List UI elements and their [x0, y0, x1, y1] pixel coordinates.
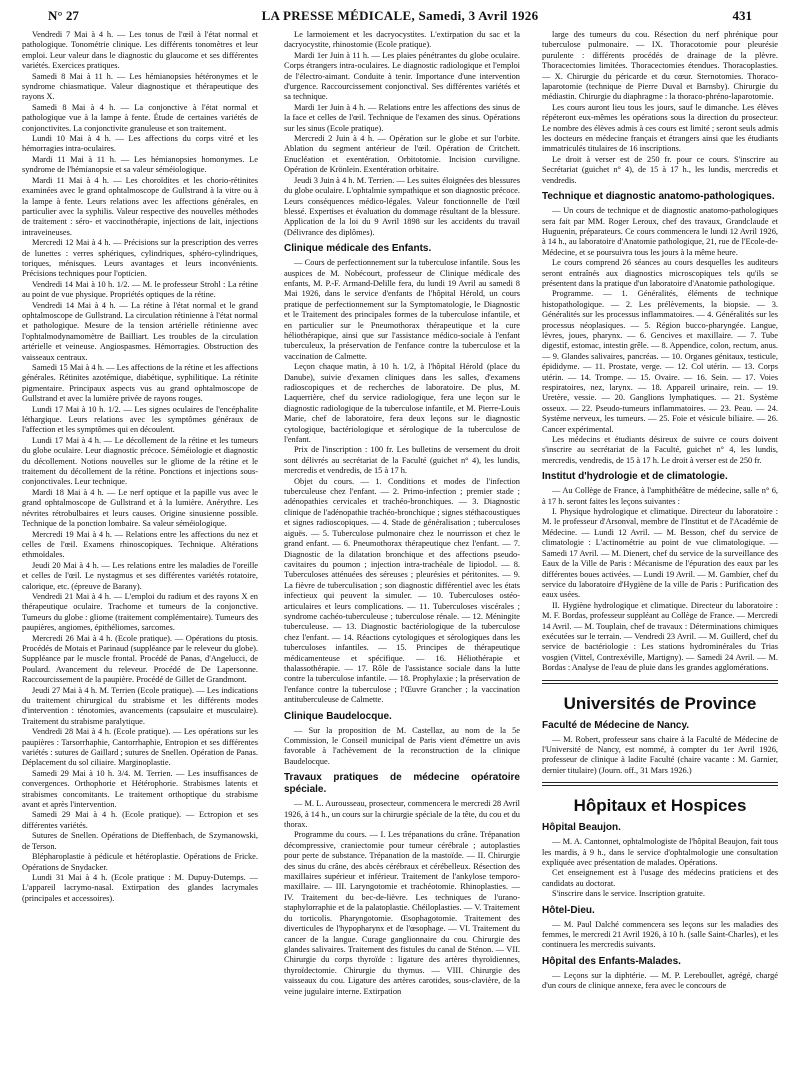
paragraph: Vendredi 7 Mai à 4 h. — Les tonus de l'œil à l'état normal et pathologique. Tonométrie clinique. Les différents tonomètres et leur emploi. Leur valeur dans le diagnostic du glaucome et ses différentes variétés. Exercices pratiques. — [22, 30, 258, 71]
section-heading-hydrologie: Institut d'hydrologie et de climatologie. — [542, 471, 728, 483]
paragraph: Le larmoiement et les dacryocystites. L'extirpation du sac et la dacryocystite, rhinostomie (Ecole pratique). — [284, 30, 520, 50]
clinique-enfants-body — [284, 258, 520, 705]
paragraph: Samedi 15 Mai à 4 h. — Les affections de la rétine et les affections générales. Rétinites azotémique, diabétique, syphilitique. La rétinite pigmentaire. Principaux aspects vus au grand ophtalmoscope de Gullstrand et avec la lumière privée de rayons rouges. — [22, 363, 258, 404]
paragraph: Jeudi 3 Juin à 4 h. M. Terrien. — Les suites éloignées des blessures du globe oculaire. L'ophtalmie sympathique et son diagnostic précoce. Leurs conséquences médico-légales. Valeur fonctionnelle de l'œil blessé. Expertises et évaluation du dommage résultant de la blessure. Application de la loi du 9 Avril 1898 sur les accidents du travail (Délivrance des diplômes). — [284, 175, 520, 237]
paragraph: — Au Collège de France, à l'amphithéâtre de médecine, salle n° 6, à 17 h. seront faites les leçons suivantes : — [542, 486, 778, 506]
hydrologie-body — [542, 486, 778, 673]
paragraph: Mercredi 26 Mai à 4 h. (Ecole pratique). — Opérations du ptosis. Procédés de Motais et Parinaud (suppléance par le releveur du globe). Suppléance par le muscle frontal. Procédé de Panas, d'Angelucci, de Poulard. Avancement du releveur. Procédé de De Lapersonne. Raccourcissement de la paupière. Procédé de Gillet de Grandmont. — [22, 633, 258, 685]
beaujon-body — [542, 837, 778, 899]
col3-intro — [542, 30, 778, 186]
nancy-body — [542, 735, 778, 777]
paragraph: Samedi 29 Mai à 4 h. (Ecole pratique). — Ectropion et ses différentes variétés. — [22, 810, 258, 830]
paragraph: Mercredi 2 Juin à 4 h. — Opération sur le globe et sur l'orbite. Ablation du segment antérieur de l'œil. Opération de Critchett. Enucléation et exentération. Orbitotomie. Incision curviligne. Opération de Krönlein. Exentération orbitaire. — [284, 134, 520, 175]
section-heading-hotel-dieu: Hôtel-Dieu. — [542, 904, 595, 916]
paragraph: Blépharoplastie à pédicule et hétéroplastie. Opérations de Fricke. Opérations de Snydacker. — [22, 852, 258, 872]
divider — [542, 680, 778, 681]
paragraph: Mardi 18 Mai à 4 h. — Le nerf optique et la papille vus avec le grand ophtalmoscope de Gullstrand et à la lumière. Anérythre. Les névrites rétrobulbaires et leurs causes. Origine sinusienne possible. Technique de la ponction lombaire. Sa valeur séméiologique. — [22, 487, 258, 529]
section-heading-clinique-enfants: Clinique médicale des Enfants. — [284, 243, 432, 255]
paragraph: Mardi 1er Juin à 4 h. — Relations entre les affections des sinus de la face et celles de l'œil. Technique de l'examen des sinus. Opérations sur les sinus (Ecole pratique). — [284, 102, 520, 133]
paragraph: Jeudi 27 Mai à 4 h. M. Terrien (Ecole pratique). — Les indications du traitement chirurgical du strabisme et les différents modes d'intervention : ténotomies, avancements (capsulaire et musculaire). Traitement du strabisme paralytique. — [22, 685, 258, 726]
anatomo-pathologie-body — [542, 206, 778, 466]
paragraph: — M. L. Aurousseau, prosecteur, commencera le mercredi 28 Avril 1926, à 14 h., un cours sur la chirurgie spéciale de la tête, du cou et du thorax. — [284, 799, 520, 830]
section-heading-enfants-malades: Hôpital des Enfants-Malades. — [542, 955, 681, 967]
paragraph: — Sur la proposition de M. Castellaz, au nom de la 5e Commission, le Conseil municipal de Paris vient d'émettre un avis favorable à l'achèvement de la reconstruction de la clinique Baudelocque. — [284, 725, 520, 766]
divider — [542, 782, 778, 783]
paragraph: — Cours de perfectionnement sur la tuberculose infantile. Sous les auspices de M. Nobécourt, professeur de Clinique médicale des enfants, M. P.-F. Armand-Delille fera, du lundi 19 Avril au samedi 8 Mai 1926, dans le service d'enfants de l'hôpital Hérold, un cours pratique de perfectionnement sur la Symptomatologie, le Diagnostic et le Traitement des principales formes de la tuberculose infantile, et en particulier sur le Pneumothorax thérapeutique et la cure héliothérapique, ainsi que sur l'assistance médico-sociale à l'enfant tuberculeux, la préservation de l'enfance contre la tuberculose et la vaccination de Calmette. — [284, 258, 520, 361]
paragraph: Mardi 11 Mai à 4 h. — Les choroïdites et les chorio-rétinites examinées avec le grand ophtalmoscope de Gullstrand à la vitre ou à la lampe à fente. Leurs relations avec les affections générales, en particulier avec la syphilis. Valeur respective des nouvelles méthodes de traitement : séro- et vaccinothérapie, injections de lait, injections intraveineuses. — [22, 175, 258, 237]
paragraph: Les cours auront lieu tous les jours, sauf le dimanche. Les élèves répéteront eux-mêmes les opérations sous la direction du prosecteur. Le nombre des élèves admis à ces cours est limité ; seront seuls admis les docteurs en médecine français et étrangers ainsi que les étudiants immatriculés titulaires de 16 inscriptions. — [542, 102, 778, 154]
paragraph: — M. Robert, professeur sans chaire à la Faculté de Médecine de l'Université de Nancy, est nommé, à compter du 1er Avril 1926, professeur de clinique à ladite Faculté (chaire vacante : M. Garnier, dernier titulaire) (Journ. off., 31 Mars 1926.) — [542, 734, 778, 775]
section-heading-beaujon: Hôpital Beaujon. — [542, 822, 621, 834]
paragraph: Lundi 31 Mai à 4 h. (Ecole pratique : M. Dupuy-Dutemps. — L'appareil lacrymo-nasal. Extirpation des glandes lacrymales (principales et accessoires). — [22, 872, 258, 903]
paragraph: Lundi 17 Mai à 4 h. — Le décollement de la rétine et les tumeurs du globe oculaire. Leur diagnostic précoce. Séméiologie et diagnostic du décollement. Notions nouvelles sur le gliome de la rétine et le traitement du décollement de la rétine. Ponctions et injections sous-conjonctivales. Leur technique. — [22, 435, 258, 487]
column-2 — [284, 30, 520, 1076]
page-number: 431 — [732, 8, 752, 23]
paragraph: Prix de l'inscription : 100 fr. Les bulletins de versement du droit sont délivrés au secrétariat de la Faculté (guichet n° 4), les lundis, mercredis et vendredis, de 15 à 17 h. — [284, 445, 520, 476]
section-heading-travaux-pratiques: Travaux pratiques de médecine opératoire spéciale. — [284, 772, 520, 796]
paragraph: Vendredi 14 Mai à 4 h. — La rétine à l'état normal et le grand ophtalmoscope de Gullstrand. La circulation rétinienne à l'état normal et pathologique. Mesure de la tension artérielle rétinienne avec l'ophtalmodynamomètre de Bailliart. Les troubles de la circulation artérielle et veineuse. Angiospasmes. Hémorragies. Obstruction des vaisseaux centraux. — [22, 300, 258, 362]
col2-intro — [284, 30, 520, 238]
paragraph: Samedi 8 Mai à 11 h. — Les hémianopsies hétéronymes et le syndrome chiasmatique. Valeur diagnostique et thérapeutique des rayons X. — [22, 71, 258, 102]
section-heading-anatomo-pathologie: Technique et diagnostic anatomo-pathologiques. — [542, 191, 775, 203]
paragraph: Vendredi 28 Mai à 4 h. (Ecole pratique). — Les opérations sur les paupières : Tarsorrhaphie, Cantorrhaphie, Entropion et ses différentes variétés : sutures de Gaillard ; sutures de Snellen. Opération de Panas. Déplacement du sol ciliaire. Marginoplastie. — [22, 727, 258, 768]
divider — [542, 785, 778, 786]
paragraph: Objet du cours. — 1. Conditions et modes de l'infection tuberculeuse chez l'enfant. — 2. Primo-infection ; premier stade ; adénopathies cervicales et trachéo-bronchiques. — 3. Diagnostic clinique de l'adénopathie trachéo-bronchique ; signes stéthacoustiques et signes radioscopiques. — 4. Stade de généralisation ; tuberculoses aiguës. — 5. Tuberculose pulmonaire chez le nourrisson et chez le grand enfant. — 6. Pneumothorax thérapeutique chez l'enfant. — 7. Diagnostic de la dilatation bronchique et des affections pseudo-cavitaires du poumon ; injection intra-trachéale de lipiodol. — 8. Tuberculoses atténuées des séreuses ; pleurésies et péritonites. — 9. La fièvre de tuberculisation ; son diagnostic différentiel avec les états infectieux qui peuvent la simuler. — 10. Tuberculoses ostéo-articulaires et leurs complications. — 11. Tuberculoses viscérales ; syndrome cachéo-tuberculeuse ; tuberculose rénale. — 12. Méningite tuberculeuse. — 13. Diagnostic bactériologique de la tuberculose chez l'enfant. — 14. Réactions cytologiques et sérologiques dans les tuberculoses infantiles. — 15. Principes de thérapeutique médicamenteuse et spécifique. — 16. Héliothérapie et thalassothérapie. — 17. Rôle de l'assistance sociale dans la lutte contre la tuberculose infantile. — 18. Prophylaxie ; la préservation de l'enfance contre la tuberculose ; l'Œuvre Grancher ; la vaccination antituberculeuse de Calmette. — [284, 476, 520, 705]
divider — [542, 683, 778, 684]
baudelocque-body — [284, 726, 520, 768]
page-header — [48, 6, 752, 28]
paragraph: Le droit à verser est de 250 fr. pour ce cours. S'inscrire au Secrétariat (guichet n° 4), de 15 à 17 h., les lundis, mercredis et vendredis. — [542, 154, 778, 185]
column-3 — [542, 30, 778, 1076]
travaux-pratiques-body — [284, 799, 520, 997]
paragraph: Lundi 10 Mai à 4 h. — Les affections du corps vitré et les hémorragies intra-oculaires. — [22, 134, 258, 154]
paragraph: I. Physique hydrologique et climatique. Directeur du laboratoire : M. le professeur d'Arsonval, membre de l'Institut et de l'Académie de Médecine. — Lundi 12 Avril. — M. Besson, chef du service de climatologie : L'actinométrie au point de vue climatologique. — Samedi 17 Avril. — M. Dienert, chef du service de la surveillance des Eaux de la Ville de Paris : Mécanisme de l'épuration des eaux par les différentes boues activées. — Lundi 19 Avril. — M. Gambier, chef du service du laboratoire d'Hygiène de la ville de Paris : Purification des eaux usées. — [542, 507, 778, 600]
paragraph: Sutures de Snellen. Opérations de Dieffenbach, de Szymanowski, de Terson. — [22, 831, 258, 851]
section-heading-nancy: Faculté de Médecine de Nancy. — [542, 719, 690, 731]
paragraph: Mardi 1er Juin à 11 h. — Les plaies pénétrantes du globe oculaire. Corps étrangers intra-oculaires. Le diagnostic radiologique et l'emploi de l'électro-aimant. Conduite à tenir. Importance d'une intervention d'urgence. Raccourcissement conjonctival. Ses différentes variétés et sa technique. — [284, 50, 520, 102]
paragraph: Cet enseignement est à l'usage des médecins praticiens et des candidats au doctorat. — [542, 868, 778, 888]
hotel-dieu-body — [542, 920, 778, 951]
section-banner-hopitaux: Hôpitaux et Hospices — [573, 796, 747, 816]
column-1 — [22, 30, 258, 1076]
paragraph: Programme du cours. — I. Les trépanations du crâne. Trépanation décompressive, craniectomie pour tumeur cérébrale ; autoplasties pour perte de substance. Trépanation de la mastoïde. — II. Chirurgie des sinus du crâne, des abcès cérébraux et cérébelleux. Résection des maxillaires supérieur et inférieur. Traitement de l'ankylose temporo-maxillaire. — III. Laryngotomie et trachéotomie. Rhinoplasties. — IV. Traitement du bec-de-lièvre. Les techniques de l'urano-staphylorraphie et de la palatoplastie. Chéiloplasties. — V. Traitement du torticolis. Pharyngotomie. Œsophagotomie. Traitement des diverticules de l'hypopharynx et de l'œsophage. — VI. Traitement du cancer de la langue. Curage ganglionnaire du cou. Chirurgie des glandes salivaires. Traitement des fistules du canal de Sténon. — VII. Chirurgie du corps thyroïde : ligature des artères thyroïdiennes, thyroïdectomie. Chirurgie du thymus. — VIII. Chirurgie des vaisseaux du cou. Ligature des artères carotides, sous-clavière, de la veine jugulaire interne. Extirpation — [284, 830, 520, 996]
paragraph: Vendredi 14 Mai à 10 h. 1/2. — M. le professeur Strohl : La rétine au point de vue physique. Propriétés optiques de la rétine. — [22, 279, 258, 300]
paragraph: S'inscrire dans le service. Inscription gratuite. — [552, 889, 705, 899]
paragraph: — Un cours de technique et de diagnostic anatomo-pathologiques sera fait par MM. Roger Leroux, chef des travaux, Grandclaude et Huguenin, préparateurs. Ce cours commencera le lundi 12 Avril 1926, à 14 h., au laboratoire d'Anatomie pathologique, 21, rue de l'Ecole-de-Médecine, et se poursuivra tous les jours à la même heure. — [542, 206, 778, 257]
paragraph: large des tumeurs du cou. Résection du nerf phrénique pour tuberculose pulmonaire. — IX. Thoracotomie pour pleurésie purulente : différents procédés de drainage de la plèvre. Thoracectomies limitées. Thoracectomies étendues. Thoracoplasties. — X. Chirurgie du péricarde et du cœur. Sternotomies. Thoraco-laparotomie (technique de Pierre Duval et Barnsby). Chirurgie du médiastin. Chirurgie du diaphragme : la thoraco-phréno-laparotomie. — [542, 30, 778, 102]
paragraph: Mardi 11 Mai à 11 h. — Les hémianopsies homonymes. Le syndrome de l'hémianopsie et sa valeur séméiologique. — [22, 154, 258, 175]
paragraph: Lundi 17 Mai à 10 h. 1/2. — Les signes oculaires de l'encéphalite léthargique. Leurs relations avec les symptômes généraux de l'affection et les symptômes qui en découlent. — [22, 404, 258, 435]
paragraph: Samedi 29 Mai à 10 h. 3/4. M. Terrien. — Les insuffisances de convergences. Orthophorie et Hétérophorie. Strabismes latents et strabismes concomitants. Le traitement orthoptique du strabisme avant et après l'intervention. — [22, 768, 258, 810]
paragraph: Mercredi 12 Mai à 4 h. — Précisions sur la prescription des verres de lunettes : verres sphériques, cylindriques, sphéro-cylindriques, toriques, ménisques. Leurs avantages et leurs inconvénients. Précisions techniques pour l'opticien. — [22, 238, 258, 279]
paragraph: Mercredi 19 Mai à 4 h. — Relations entre les affections du nez et celles de l'œil. Examens rhinoscopiques. Technique. Altérations ethmoïdales. — [22, 529, 258, 560]
paragraph: Vendredi 21 Mai à 4 h. — L'emploi du radium et des rayons X en thérapeutique oculaire. Trachome et tumeurs de la conjonctive. Tumeurs du globe : gliome (traitement complémentaire). Tumeurs des paupières, angiomes, épithéliomes, sarcomes. — [22, 591, 258, 633]
paragraph: Jeudi 20 Mai à 4 h. — Les relations entre les maladies de l'oreille et celles de l'œil. Le nystagmus et ses différentes variétés rotatoire, calorique, etc. (épreuve de Barany). — [22, 560, 258, 591]
issue-number: N° 27 — [48, 8, 79, 23]
paragraph: — M. A. Cantonnet, ophtalmologiste de l'hôpital Beaujon, fait tous les mardis, à 9 h., dans le service d'ophtalmologie une consultation expliquée avec présentation de malades. Opérations. — [542, 837, 778, 867]
col1-paragraphs — [22, 30, 258, 904]
section-heading-baudelocque: Clinique Baudelocque. — [284, 710, 392, 722]
paragraph: Les médecins et étudiants désireux de suivre ce cours doivent s'inscrire au secrétariat de la Faculté, guichet n° 4, les lundis, mercredis, vendredis, de 15 à 17 h. Le droit à verser est de 250 fr. — [542, 435, 778, 465]
paragraph: Samedi 8 Mai à 4 h. — La conjonctive à l'état normal et pathologique vue à la lampe à fente. Étude de certaines variétés de conjonctivites. La conjonctivite granuleuse et son traitement. — [22, 102, 258, 133]
paragraph: II. Hygiène hydrologique et climatique. Directeur du laboratoire : M. F. Bordas, professeur suppléant au Collège de France. — Mercredi 14 Avril. — M. Touplain, chef de travaux : Déterminations chimiques exécutées sur le terrain. — Vendredi 23 Avril. — M. Guillerd, chef du service de bactériologie : Les stations hydrominérales du Trias vosgien (Vittel, Contrexéville, Martigny). — Samedi 24 Avril. — M. Bordas : Analyse de l'eau de pluie dans les grandes agglomérations. — [542, 600, 778, 673]
paragraph: Programme. — 1. Généralités, éléments de technique histopathologique. — 2. Les prélèvements, la biopsie. — 3. Généralités sur les processus inflammatoires. — 4. Généralités sur les processus néoplasiques. — 5. Région bucco-pharyngée. Langue, lèvres, joues, pharynx. — 6. Gencives et maxillaire. — 7. Tube digestif, estomac, intestin grêle. — 8. Appendice, colon, rectum, anus. — 9. Glandes salivaires, pancréas. — 10. Organes génitaux, testicule, épididyme. — 11. Prostate, verge. — 12. Col utérin. — 13. Corps utérin. — 14. Trompe. — 15. Ovaire. — 16. Sein. — 17. Voies respiratoires, nez, larynx. — 18. Appareil urinaire, rein. — 19. Uretère, vessie. — 20. Ganglions lymphatiques. — 21. Système osseux. — 22. Pseudo-tumeurs inflammatoires. — 23. Peau. — 24. Système nerveux, les tumeurs. — 25. Foie et vésicule biliaire. — 26. Cancer expérimental. — [542, 289, 778, 434]
section-banner-universites: Universités de Province — [563, 693, 757, 713]
enfants-malades-body — [542, 971, 778, 992]
paragraph: Leçon chaque matin, à 10 h. 1/2, à l'hôpital Hérold (place du Danube), suivie d'examen cliniques dans les salles, d'examens radioscopiques et de recherches de laboratoire. De plus, M. Laquerrière, chef du service radiologique, fera une leçon sur le diagnostic radiologique de la tuberculose infantile, et M. Pierre-Louis Marie, chef de laboratoire, fera deux leçons sur le diagnostic cytologique, bactériologique et sérologique de la tuberculose de l'enfant. — [284, 362, 520, 445]
paragraph: Le cours comprend 26 séances au cours desquelles les auditeurs seront entraînés aux diagnostics microscopiques tels qu'ils se présentent dans la pratique d'un laboratoire d'Anatomie pathologique. — [542, 258, 778, 288]
masthead-title: LA PRESSE MÉDICALE, Samedi, 3 Avril 1926 — [261, 8, 539, 23]
paragraph: — Leçons sur la diphtérie. — M. P. Lereboullet, agrégé, chargé d'un cours de clinique annexe, fera avec le concours de — [542, 970, 778, 991]
paragraph: — M. Paul Dalché commencera ses leçons sur les maladies des femmes, le mercredi 21 Avril 1926, à 10 h. (salle Saint-Charles), et les continuera les mercredis suivants. — [542, 919, 778, 950]
